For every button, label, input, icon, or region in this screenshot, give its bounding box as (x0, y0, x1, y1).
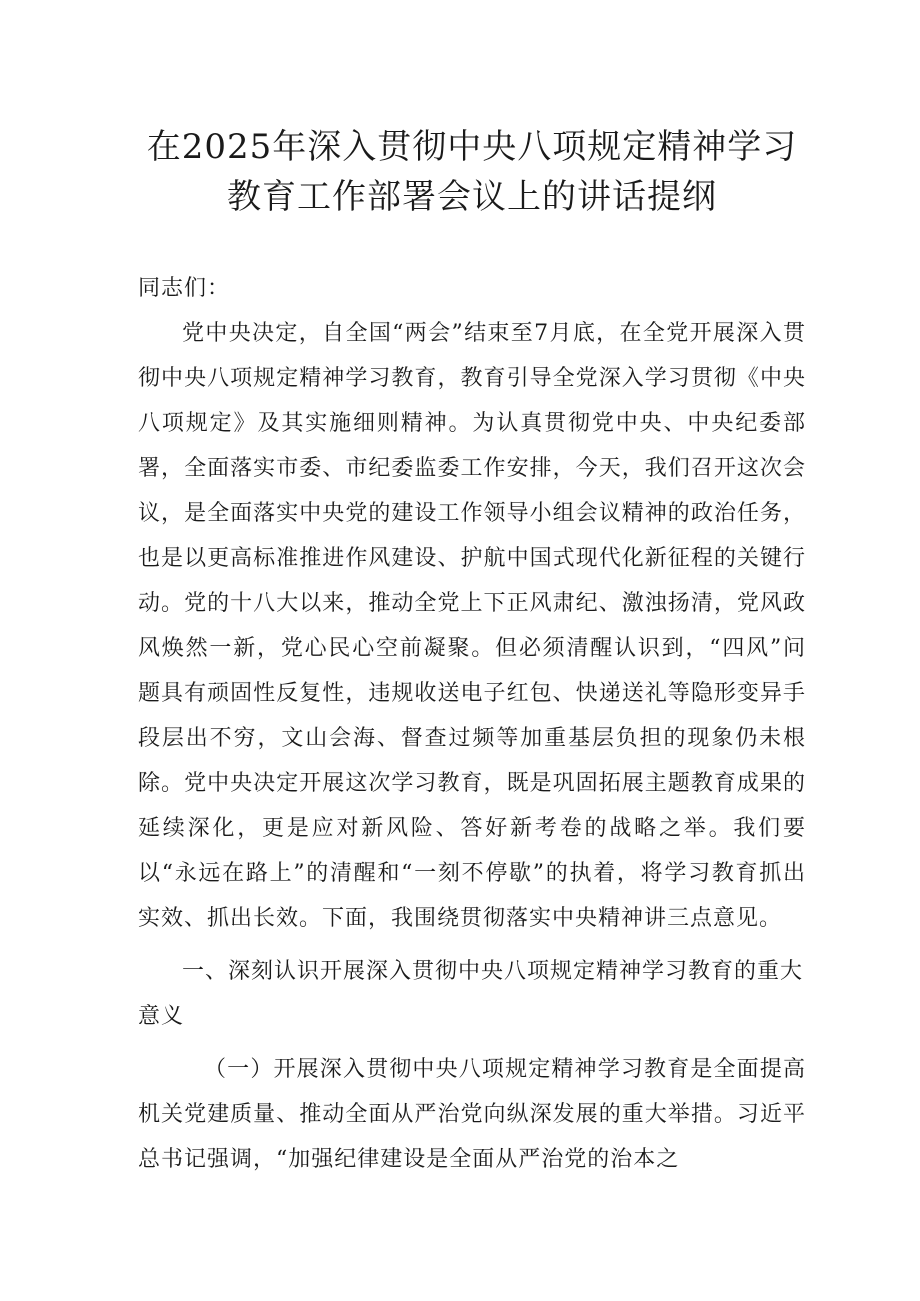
section-heading-1: 一、深刻认识开展深入贯彻中央八项规定精神学习教育的重大意义 (138, 959, 804, 1029)
title-line-1: 在2025年深入贯彻中央八项规定精神学习 (146, 127, 798, 167)
paragraph-intro: 党中央决定，自全国“两会”结束至7月底，在全党开展深入贯彻中央八项规定精神学习教育，教育引导全党深入学习贯彻《中央八项规定》及其实施细则精神。为认真贯彻党中央、中央纪委部署，全面落实市委、市纪委监委工作安排，今天，我们召开这次会议，是全面落实中央党的建设工作领导小组会议精神的政治任务，也是以更高标准推进作风建设、护航中国式现代化新征程的关键行动。党的十八大以来，推动全党上下正风肃纪、激浊扬清，党风政风焕然一新，党心民心空前凝聚。但必须清醒认识到，“四风”问题具有顽固性反复性，违规收送电子红包、快递送礼等隐形变异手段层出不穷，文山会海、督查过频等加重基层负担的现象仍未根除。党中央决定开展这次学习教育，既是巩固拓展主题教育成果的延续深化，更是应对新风险、答好新考卷的战略之举。我们要以“永远在路上”的清醒和“一刻不停歇”的执着，将学习教育抓出实效、抓出长效。下面，我围绕贯彻落实中央精神讲三点意见。 (138, 321, 806, 931)
salutation: 同志们： (138, 276, 231, 301)
spacer (138, 941, 806, 949)
spacer (138, 1039, 806, 1047)
document-title (138, 122, 806, 222)
title-line-2: 教育工作部署会议上的讲话提纲 (227, 177, 717, 217)
sub-section-heading-1: （一）开展深入贯彻中央八项规定精神学习教育是全面提高机关党建质量、推动全面从严治党向纵深发展的重大举措。习近平总书记强调，“加强纪律建设是全面从严治党的治本之 (138, 1057, 806, 1172)
document-body (138, 266, 806, 1182)
